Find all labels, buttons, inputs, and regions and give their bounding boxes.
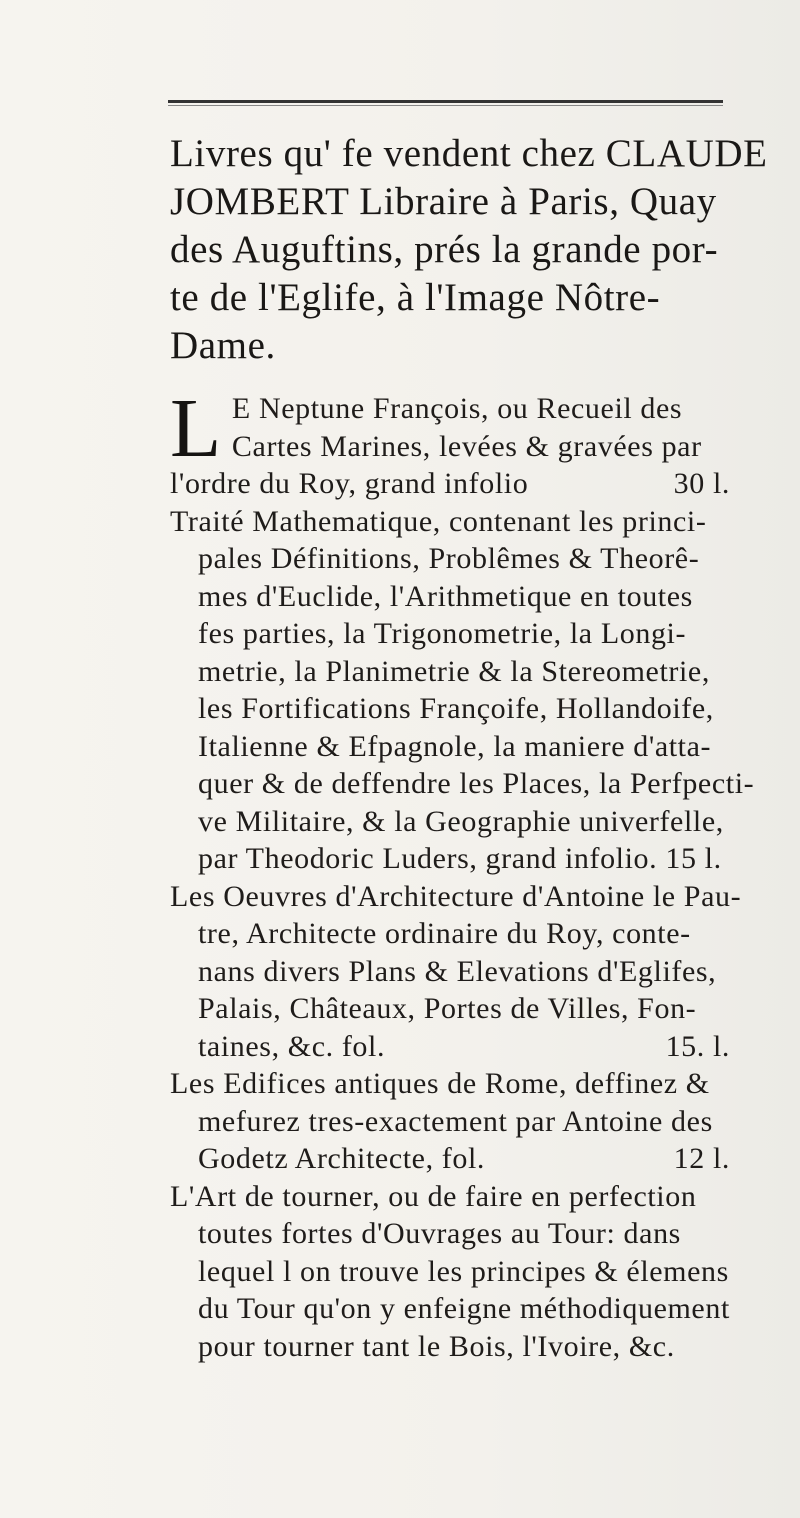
entry-line: ve Militaire, & la Geographie univerfelle, — [198, 804, 724, 838]
header-line-3: des Auguftins, prés la grande por- — [170, 228, 719, 271]
entry-line: Les Oeuvres d'Architecture d'Antoine le Pau- — [170, 879, 742, 913]
entry-text: taines, &c. fol. — [198, 1029, 386, 1063]
entry-text: l'ordre du Roy, grand infolio — [170, 467, 529, 500]
entry-line: mefurez tres-exactement par Antoine des — [198, 1104, 713, 1138]
entry-line — [170, 465, 770, 503]
entry-line: Traité Mathematique, contenant les princi- — [170, 504, 707, 538]
entry-line — [170, 1028, 770, 1066]
entry-line: par Theodoric Luders, grand infolio. 15 l. — [198, 842, 722, 875]
price: 15. l. — [665, 1029, 730, 1063]
publisher-header — [170, 130, 770, 370]
entry-line: les Fortifications Françoife, Hollandoife, — [198, 692, 714, 725]
entry-line — [170, 1140, 770, 1178]
text-block — [170, 130, 770, 1365]
entry-line: quer & de deffendre les Places, la Perfpecti- — [198, 767, 755, 800]
drop-cap: L — [170, 382, 222, 475]
header-line-2: JOMBERT Libraire à Paris, Quay — [170, 180, 717, 223]
entry-line: L'Art de tourner, ou de faire en perfection — [170, 1179, 697, 1213]
top-rule — [168, 100, 723, 103]
entry-line: du Tour qu'on y enfeigne méthodiquement — [198, 1292, 730, 1325]
entry-line: Cartes Marines, levées & gravées par — [231, 429, 702, 463]
price: 30 l. — [673, 467, 730, 500]
header-line-4: te de l'Eglife, à l'Image Nôtre- — [170, 276, 661, 319]
entry-line: E Neptune François, ou Recueil des — [231, 392, 683, 425]
entry-line: fes parties, la Trigonometrie, la Longi- — [198, 617, 687, 650]
entry-line: toutes fortes d'Ouvrages au Tour: dans — [198, 1217, 681, 1250]
entry-line: Les Edifices antiques de Rome, deffinez & — [170, 1067, 710, 1100]
entry-line: tre, Architecte ordinaire du Roy, conte- — [198, 917, 691, 950]
header-line-5: Dame. — [170, 324, 276, 367]
entry-line: Palais, Châteaux, Portes de Villes, Fon- — [198, 992, 697, 1025]
book-list — [170, 382, 770, 1365]
entry-line: metrie, la Planimetrie & la Stereometrie, — [198, 654, 710, 688]
entry-line: mes d'Euclide, l'Arithmetique en toutes — [198, 579, 693, 613]
entry-line: Italienne & Efpagnole, la maniere d'atta- — [198, 729, 712, 763]
price: 12 l. — [673, 1142, 730, 1175]
entry-line: pales Définitions, Problêmes & Theorê- — [198, 542, 700, 575]
entry-line: pour tourner tant le Bois, l'Ivoire, &c. — [198, 1329, 675, 1363]
header-line-1: Livres qu' fe vendent chez CLAUDE — [170, 132, 768, 175]
entry-text: Godetz Architecte, fol. — [198, 1142, 486, 1175]
entry-line: lequel l on trouve les principes & élemens — [198, 1254, 729, 1288]
entry-line: nans divers Plans & Elevations d'Eglifes, — [198, 954, 717, 988]
